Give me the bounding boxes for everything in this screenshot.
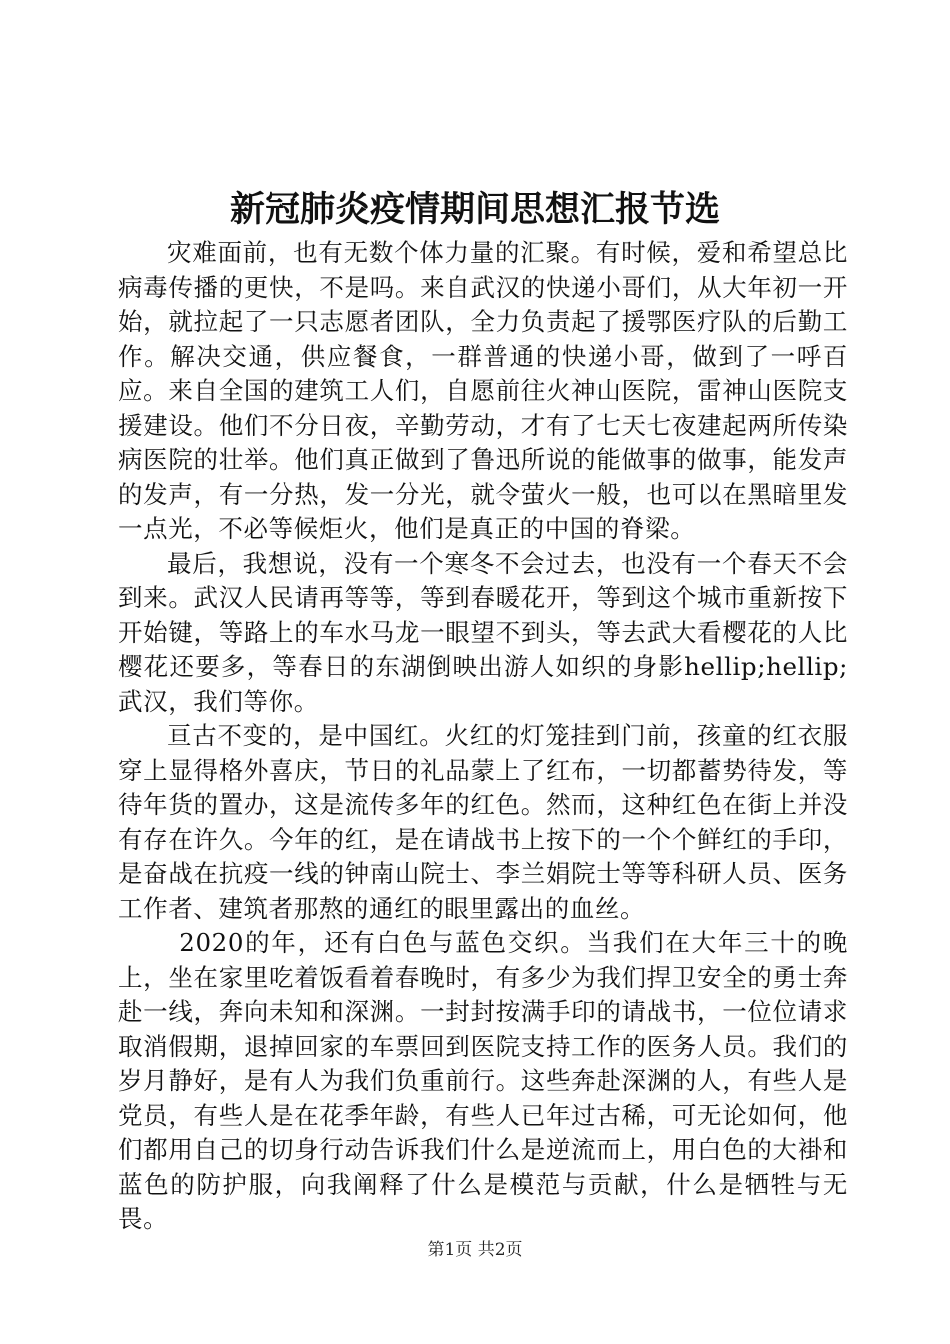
paragraph: 亘古不变的，是中国红。火红的灯笼挂到门前，孩童的红衣服穿上显得格外喜庆，节日的礼品蒙上了红布，一切都蓄势待发，等待年货的置办，这是流传多年的红色。然而，这种红色在街上并没有存在许久。今年的红，是在请战书上按下的一个个鲜红的手印，是奋战在抗疫一线的钟南山院士、李兰娟院士等等科研人员、医务工作者、建筑者那熬的通红的眼里露出的血丝。	[118, 721, 848, 923]
paragraph: 2020的年，还有白色与蓝色交织。当我们在大年三十的晚上，坐在家里吃着饭看着春晚时，有多少为我们捍卫安全的勇士奔赴一线，奔向未知和深渊。一封封按满手印的请战书，一位位请求取消假期，退掉回家的车票回到医院支持工作的医务人员。我们的岁月静好，是有人为我们负重前行。这些奔赴深渊的人，有些人是党员，有些人是在花季年龄，有些人已年过古稀，可无论如何，他们都用自己的切身行动告诉我们什么是逆流而上，用白色的大褂和蓝色的防护服，向我阐释了什么是模范与贡献，什么是牺牲与无畏。	[118, 928, 848, 1233]
document-body	[118, 236, 848, 1237]
paragraph: 灾难面前，也有无数个体力量的汇聚。有时候，爱和希望总比病毒传播的更快，不是吗。来自武汉的快递小哥们，从大年初一开始，就拉起了一只志愿者团队，全力负责起了援鄂医疗队的后勤工作。解决交通，供应餐食，一群普通的快递小哥，做到了一呼百应。来自全国的建筑工人们，自愿前往火神山医院，雷神山医院支援建设。他们不分日夜，辛勤劳动，才有了七天七夜建起两所传染病医院的壮举。他们真正做到了鲁迅所说的能做事的做事，能发声的发声，有一分热，发一分光，就令萤火一般，也可以在黑暗里发一点光，不必等候炬火，他们是真正的中国的脊梁。	[118, 238, 848, 543]
page-number-footer: 第1页 共2页	[427, 1240, 523, 1260]
paragraph: 最后，我想说，没有一个寒冬不会过去，也没有一个春天不会到来。武汉人民请再等等，等到春暖花开，等到这个城市重新按下开始键，等路上的车水马龙一眼望不到头，等去武大看樱花的人比樱花还要多，等春日的东湖倒映出游人如织的身影hellip;hellip;武汉，我们等你。	[118, 548, 848, 716]
document-title: 新冠肺炎疫情期间思想汇报节选	[229, 189, 720, 230]
